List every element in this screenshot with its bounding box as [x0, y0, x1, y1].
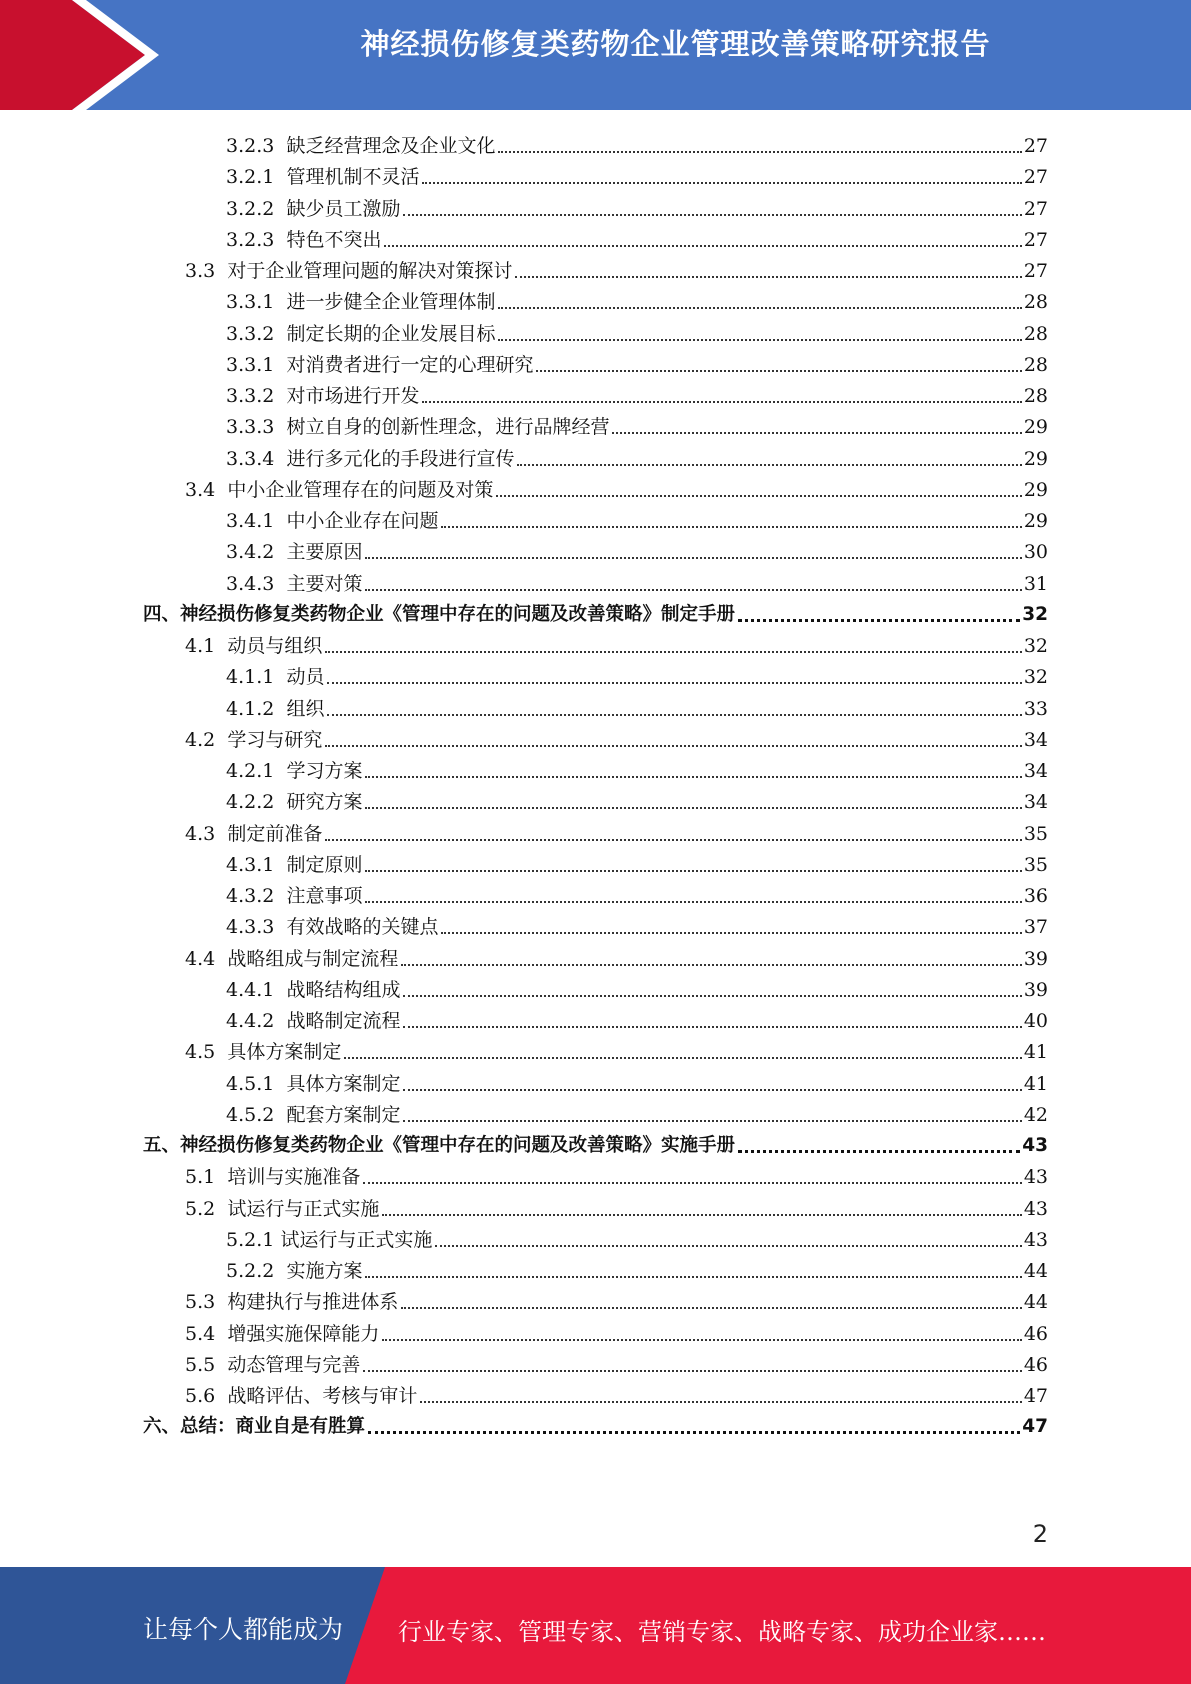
- toc-dot-leader: [403, 995, 1021, 997]
- toc-entry-page: 28: [1023, 291, 1048, 314]
- toc-entry[interactable]: [185, 1033, 1048, 1064]
- toc-entry-label: 学习与研究: [227, 728, 323, 751]
- toc-dot-leader: [422, 401, 1021, 403]
- toc-entry-label: 特色不突出: [286, 228, 382, 251]
- toc-entry[interactable]: [185, 1190, 1048, 1221]
- toc-entry-label: 制定长期的企业发展目标: [286, 322, 496, 345]
- toc-entry[interactable]: [226, 1002, 1048, 1033]
- toc-dot-leader: [401, 1307, 1021, 1309]
- toc-entry-page: 28: [1023, 322, 1048, 345]
- toc-dot-leader: [327, 714, 1021, 716]
- toc-entry-page: 27: [1023, 260, 1048, 282]
- toc-entry-label: 对消费者进行一定的心理研究: [286, 353, 534, 376]
- toc-entry-number: 3.4: [185, 478, 216, 501]
- toc-entry[interactable]: [226, 315, 1048, 346]
- toc-entry-label: 有效战略的关键点: [286, 916, 439, 939]
- toc-entry-number: 4.4: [185, 947, 216, 970]
- toc-entry-number: 4.3.2: [226, 885, 275, 907]
- toc-entry-label: 研究方案: [286, 791, 363, 814]
- toc-dot-leader: [420, 1401, 1021, 1403]
- toc-dot-leader: [365, 776, 1021, 778]
- toc-entry-label: 管理机制不灵活: [286, 166, 420, 189]
- toc-entry-number: 4.5.2: [226, 1103, 275, 1126]
- toc-entry[interactable]: [226, 908, 1048, 939]
- toc-dot-leader: [327, 682, 1021, 684]
- toc-entry-label: 具体方案制定: [227, 1041, 342, 1064]
- toc-dot-leader: [498, 307, 1021, 309]
- toc-entry-page: 46: [1023, 1353, 1048, 1376]
- toc-entry-number: 5.2.2: [226, 1260, 275, 1282]
- toc-entry-number: 3.3.4: [226, 447, 275, 470]
- toc-entry-number: 4.5.1: [226, 1072, 275, 1095]
- toc-dot-leader: [365, 557, 1021, 559]
- toc-entry-number: 六、: [143, 1416, 181, 1438]
- toc-dot-leader: [365, 807, 1021, 809]
- toc-entry-number: 4.4.1: [226, 978, 275, 1001]
- toc-dot-leader: [403, 214, 1021, 216]
- toc-dot-leader: [325, 651, 1021, 653]
- toc-entry[interactable]: [226, 408, 1048, 439]
- toc-entry-label: 配套方案制定: [286, 1103, 401, 1126]
- toc-entry[interactable]: [185, 252, 1048, 283]
- header-arrow-decoration: [0, 0, 200, 110]
- toc-entry[interactable]: [226, 846, 1048, 877]
- toc-entry-number: 3.2.3: [226, 228, 275, 251]
- toc-entry[interactable]: [185, 1346, 1048, 1377]
- toc-entry-page: 32: [1023, 666, 1048, 689]
- toc-dot-leader: [403, 1089, 1021, 1091]
- toc-entry-label: 组织: [286, 697, 325, 720]
- footer-slogan-lead: 让每个人都能成为: [143, 1615, 344, 1644]
- toc-entry-label: 对市场进行开发: [286, 385, 420, 407]
- toc-dot-leader: [498, 339, 1021, 341]
- toc-entry-number: 4.2: [185, 728, 216, 751]
- toc-entry-page: 44: [1023, 1291, 1048, 1314]
- toc-dot-leader: [325, 839, 1021, 841]
- toc-entry-page: 47: [1022, 1416, 1048, 1438]
- toc-entry-number: 4.1.2: [226, 697, 275, 720]
- toc-entry-label: 进一步健全企业管理体制: [286, 291, 496, 314]
- toc-entry-number: 3.3.2: [226, 322, 275, 345]
- toc-entry-label: 战略制定流程: [286, 1010, 401, 1032]
- toc-entry-number: 4.3.3: [226, 916, 275, 939]
- toc-entry-number: 5.5: [185, 1353, 216, 1376]
- toc-dot-leader: [422, 182, 1021, 184]
- toc-dot-leader: [738, 1150, 1020, 1153]
- toc-entry-page: 31: [1023, 572, 1048, 595]
- toc-dot-leader: [441, 526, 1021, 528]
- toc-entry[interactable]: [226, 565, 1048, 596]
- toc-entry-page: 46: [1023, 1322, 1048, 1345]
- toc-dot-leader: [441, 932, 1021, 934]
- toc-entry[interactable]: [185, 940, 1048, 971]
- toc-entry-page: 27: [1023, 197, 1048, 220]
- toc-entry-label: 主要对策: [286, 572, 363, 595]
- toc-dot-leader: [403, 1120, 1021, 1122]
- toc-entry-page: 39: [1023, 978, 1048, 1001]
- page-number: 2: [1032, 1520, 1048, 1548]
- toc-dot-leader: [536, 370, 1021, 372]
- toc-entry[interactable]: [143, 1408, 1048, 1439]
- toc-entry-label: 动态管理与完善: [227, 1353, 361, 1376]
- document-title: 神经损伤修复类药物企业管理改善策略研究报告: [360, 27, 991, 61]
- footer-slogan-roles: 行业专家、管理专家、营销专家、战略专家、成功企业家……: [398, 1618, 1046, 1646]
- toc-entry-label: 注意事项: [286, 885, 363, 907]
- toc-entry-page: 43: [1023, 1166, 1048, 1189]
- toc-entry-label: 动员: [286, 666, 325, 689]
- toc-dot-leader: [612, 432, 1021, 434]
- toc-entry-page: 32: [1023, 635, 1048, 657]
- toc-entry-label: 制定前准备: [227, 822, 323, 845]
- toc-entry-number: 4.2.2: [226, 791, 275, 814]
- toc-entry-label: 缺乏经营理念及企业文化: [286, 135, 496, 157]
- toc-entry-page: 34: [1023, 728, 1048, 751]
- toc-entry[interactable]: [226, 1252, 1048, 1283]
- toc-entry[interactable]: [226, 283, 1048, 314]
- toc-entry-page: 41: [1023, 1041, 1048, 1064]
- toc-entry-label: 构建执行与推进体系: [227, 1291, 399, 1314]
- toc-dot-leader: [498, 151, 1021, 153]
- toc-entry-label: 试运行与正式实施: [280, 1228, 433, 1251]
- toc-entry-number: 3.2.3: [226, 135, 275, 157]
- toc-entry[interactable]: [226, 783, 1048, 814]
- toc-entry-page: 29: [1023, 478, 1048, 501]
- toc-entry-number: 4.1.1: [226, 666, 275, 689]
- page-footer: [0, 1567, 1191, 1684]
- toc-entry-number: 4.3.1: [226, 853, 275, 876]
- toc-entry[interactable]: [226, 877, 1048, 908]
- toc-dot-leader: [403, 1026, 1021, 1028]
- toc-entry-number: 3.3.1: [226, 353, 275, 376]
- toc-entry[interactable]: [143, 596, 1048, 627]
- toc-entry-page: 37: [1023, 916, 1048, 939]
- toc-entry-label: 动员与组织: [227, 635, 323, 657]
- toc-entry[interactable]: [226, 1221, 1048, 1252]
- toc-entry-page: 35: [1023, 853, 1048, 876]
- toc-entry[interactable]: [226, 752, 1048, 783]
- toc-entry[interactable]: [185, 815, 1048, 846]
- toc-entry-number: 4.5: [185, 1041, 216, 1064]
- toc-entry-page: 28: [1023, 385, 1048, 407]
- toc-entry-page: 42: [1023, 1103, 1048, 1126]
- toc-entry-page: 29: [1023, 510, 1048, 532]
- toc-dot-leader: [363, 1182, 1021, 1184]
- toc-entry[interactable]: [226, 533, 1048, 564]
- toc-entry-number: 4.3: [185, 822, 216, 845]
- toc-entry-number: 5.2.1: [226, 1228, 275, 1251]
- toc-entry[interactable]: [226, 658, 1048, 689]
- toc-entry[interactable]: [226, 1065, 1048, 1096]
- toc-entry-label: 实施方案: [286, 1260, 363, 1282]
- toc-entry[interactable]: [143, 1127, 1048, 1158]
- toc-entry-label: 对于企业管理问题的解决对策探讨: [227, 260, 513, 282]
- toc-dot-leader: [365, 589, 1021, 591]
- toc-dot-leader: [517, 464, 1021, 466]
- toc-entry[interactable]: [226, 440, 1048, 471]
- toc-entry-number: 五、: [143, 1135, 181, 1156]
- toc-entry-page: 28: [1023, 353, 1048, 376]
- toc-entry-number: 3.2.1: [226, 166, 275, 189]
- toc-dot-leader: [435, 1245, 1021, 1247]
- toc-entry[interactable]: [226, 346, 1048, 377]
- toc-entry-number: 5.2: [185, 1197, 216, 1220]
- toc-entry-label: 神经损伤修复类药物企业《管理中存在的问题及改善策略》实施手册: [180, 1135, 736, 1156]
- toc-entry[interactable]: [185, 1315, 1048, 1346]
- toc-entry-page: 41: [1023, 1072, 1048, 1095]
- toc-entry-label: 战略结构组成: [286, 978, 401, 1001]
- toc-entry-page: 43: [1023, 1228, 1048, 1251]
- toc-dot-leader: [515, 276, 1021, 278]
- toc-entry-number: 5.1: [185, 1166, 216, 1189]
- toc-entry-page: 30: [1023, 541, 1048, 564]
- toc-entry[interactable]: [185, 1283, 1048, 1314]
- toc-dot-leader: [384, 245, 1021, 247]
- toc-entry-label: 具体方案制定: [286, 1072, 401, 1095]
- toc-entry[interactable]: [226, 377, 1048, 408]
- toc-dot-leader: [344, 1057, 1021, 1059]
- toc-entry[interactable]: [226, 502, 1048, 533]
- toc-entry-label: 制定原则: [286, 853, 363, 876]
- toc-dot-leader: [401, 964, 1021, 966]
- toc-entry-number: 4.4.2: [226, 1010, 275, 1032]
- toc-dot-leader: [496, 495, 1021, 497]
- toc-entry-page: 47: [1023, 1385, 1048, 1407]
- toc-entry-page: 32: [1022, 603, 1048, 625]
- toc-dot-leader: [382, 1214, 1021, 1216]
- toc-entry-page: 40: [1023, 1010, 1048, 1032]
- toc-entry-number: 3.4.1: [226, 510, 275, 532]
- toc-dot-leader: [365, 1276, 1021, 1278]
- toc-entry-page: 43: [1023, 1197, 1048, 1220]
- toc-entry[interactable]: [185, 1158, 1048, 1189]
- toc-entry-page: 27: [1023, 166, 1048, 189]
- toc-dot-leader: [365, 901, 1021, 903]
- toc-entry-label: 中小企业存在问题: [286, 510, 439, 532]
- toc-entry[interactable]: [226, 690, 1048, 721]
- toc-entry-page: 29: [1023, 416, 1048, 439]
- toc-entry-page: 36: [1023, 885, 1048, 907]
- toc-dot-leader: [368, 1431, 1020, 1434]
- toc-entry-page: 27: [1023, 228, 1048, 251]
- toc-entry[interactable]: [185, 471, 1048, 502]
- page-header: [0, 0, 1191, 110]
- toc-dot-leader: [325, 745, 1021, 747]
- toc-entry-number: 四、: [143, 603, 181, 625]
- toc-entry-label: 增强实施保障能力: [227, 1322, 380, 1345]
- toc-entry-number: 3.2.2: [226, 197, 275, 220]
- toc-entry-page: 29: [1023, 447, 1048, 470]
- toc-entry-number: 4.1: [185, 635, 216, 657]
- toc-entry-number: 3.3.3: [226, 416, 275, 439]
- toc-entry-label: 试运行与正式实施: [227, 1197, 380, 1220]
- toc-entry-label: 神经损伤修复类药物企业《管理中存在的问题及改善策略》制定手册: [180, 603, 736, 625]
- toc-dot-leader: [382, 1339, 1021, 1341]
- toc-dot-leader: [363, 1370, 1021, 1372]
- toc-entry-number: 3.4.2: [226, 541, 275, 564]
- toc-entry-page: 39: [1023, 947, 1048, 970]
- toc-entry[interactable]: [226, 971, 1048, 1002]
- toc-entry-number: 5.3: [185, 1291, 216, 1314]
- toc-entry[interactable]: [185, 1377, 1048, 1408]
- toc-entry-page: 43: [1022, 1135, 1048, 1156]
- toc-dot-leader: [365, 870, 1021, 872]
- toc-entry-label: 树立自身的创新性理念，进行品牌经营: [286, 416, 610, 439]
- toc-entry-label: 主要原因: [286, 541, 363, 564]
- toc-entry-label: 培训与实施准备: [227, 1166, 361, 1189]
- toc-entry[interactable]: [185, 627, 1048, 658]
- toc-dot-leader: [738, 619, 1020, 622]
- toc-entry-label: 战略评估、考核与审计: [227, 1385, 418, 1407]
- toc-entry-number: 5.6: [185, 1385, 216, 1407]
- toc-entry-page: 34: [1023, 791, 1048, 814]
- toc-entry[interactable]: [185, 721, 1048, 752]
- toc-entry-page: 35: [1023, 822, 1048, 845]
- toc-entry-number: 3.3.1: [226, 291, 275, 314]
- toc-entry-number: 4.2.1: [226, 760, 275, 782]
- toc-entry[interactable]: [226, 190, 1048, 221]
- toc-entry-number: 3.3: [185, 260, 216, 282]
- toc-entry-label: 战略组成与制定流程: [227, 947, 399, 970]
- toc-entry-page: 33: [1023, 697, 1048, 720]
- toc-entry-page: 27: [1023, 135, 1048, 157]
- toc-entry[interactable]: [226, 221, 1048, 252]
- toc-entry-label: 总结：商业自是有胜算: [180, 1416, 366, 1438]
- toc-entry[interactable]: [226, 127, 1048, 158]
- toc-entry-number: 3.4.3: [226, 572, 275, 595]
- toc-entry-label: 缺少员工激励: [286, 197, 401, 220]
- toc-entry-page: 44: [1023, 1260, 1048, 1282]
- toc-entry-page: 34: [1023, 760, 1048, 782]
- toc-entry[interactable]: [226, 1096, 1048, 1127]
- toc-entry-label: 进行多元化的手段进行宣传: [286, 447, 515, 470]
- toc-entry-label: 中小企业管理存在的问题及对策: [227, 478, 494, 501]
- toc-entry[interactable]: [226, 158, 1048, 189]
- toc-entry-number: 5.4: [185, 1322, 216, 1345]
- toc-entry-label: 学习方案: [286, 760, 363, 782]
- toc-entry-number: 3.3.2: [226, 385, 275, 407]
